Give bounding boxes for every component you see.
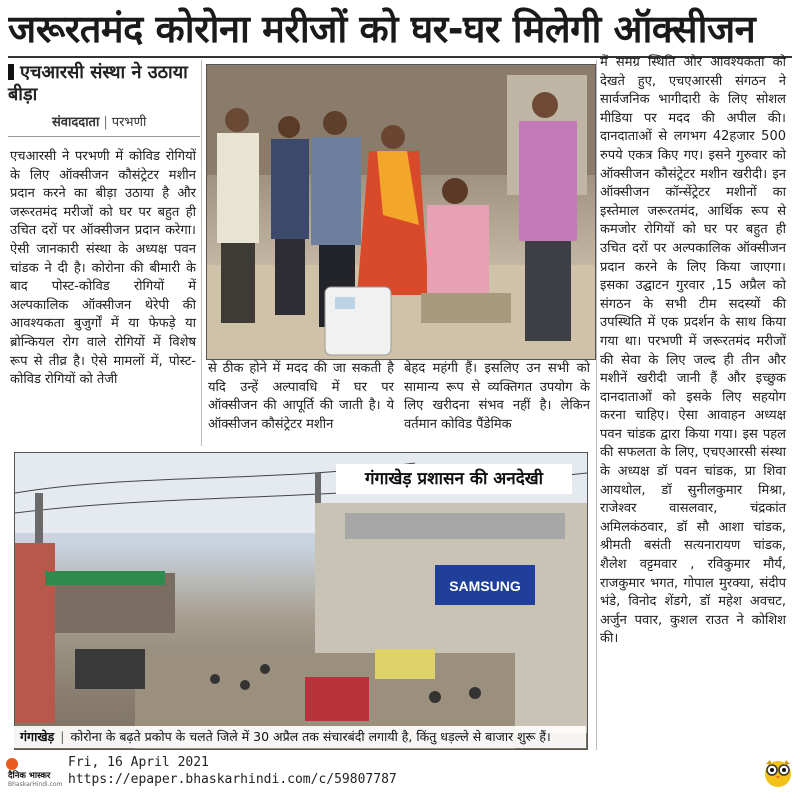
person-2 [271,116,309,315]
byline-divider [8,136,200,137]
headline: जरूरतमंद कोरोना मरीजों को घर-घर मिलेगी ऑक्सीजन [8,7,756,51]
logo-dot-icon [6,758,18,770]
article-column-2b: बेहद महंगी हैं। इसलिए उन सभी को सामान्य रूप से व्यक्तिगत उपयोग के लिए खरीदना संभव नहीं है। लेकिन वर्तमान कोविड पैंडेमिक [404,361,590,432]
market-photo-overlay-title: गंगाखेड़ प्रशासन की अनदेखी [336,464,572,494]
person-5-seated [421,178,511,323]
market-photo [14,452,588,750]
kicker-bar [8,64,14,80]
edition-date: Fri, 16 April 2021 [68,755,209,770]
article-column-2a: से ठीक होने में मदद की जा सकती है यदि उन्हें अल्पावधि में घर पर ऑक्सीजन की आपूर्ति की जाती है। ये ऑक्सीजन कौसंट्रेटर मशीन [208,361,394,432]
person-6 [519,92,577,341]
person-1 [217,108,259,323]
caption-text: कोरोना के बढ़ते प्रकोप के चलते जिले में 30 अप्रैल तक संचारबंदी लगायी है, किंतु धड़ल्ले से बाजार शुरू हैं। [70,729,551,744]
caption-separator: | [60,729,65,744]
byline-place: परभणी [111,115,147,130]
article-column-1: एचआरसी ने परभणी में कोविड रोगियों के लिए ऑक्सीजन कौसंट्रेटर मशीन प्रदान करने का बीड़ा उठाया है और जरूरतमंद मरीजों को घर पर बहुत ही उचित दरों पर ऑक्सीजन प्रदान करेगा। ऐसी जानकारी संस्था के अध्यक्ष पवन चांडक ने दी है। कोरोना की बीमारी के बाद पोस्ट-कोविड रोगियों में अल्पकालिक ऑक्सीजन थेरेपी की आवश्यकता बुजुर्गों में या फेफड़े या ब्रोन्कियल रोग वाले रोगियों में विशेष रूप से तीव्र है। ऐसे मामलों में, पोस्ट-कोविड रोगियों को तेजी [10,149,196,388]
caption-place: गंगाखेड़ [20,729,55,744]
market-photo-caption [14,726,586,748]
epaper-link[interactable]: https://epaper.bhaskarhindi.com/c/59807787 [68,772,397,787]
owl-icon[interactable] [762,756,794,788]
oxygen-concentrator [325,287,391,355]
byline-reporter: संवाददाता [52,115,100,130]
column-rule-2 [596,60,597,750]
market-photo-illustration [15,453,587,749]
team-photo [206,64,596,360]
byline-separator: | [103,115,108,130]
kicker [8,62,198,106]
samsung-sign-text: SAMSUNG [449,578,521,594]
byline [52,112,202,130]
logo-name: दैनिक भास्कर [8,771,51,781]
dainik-bhaskar-logo[interactable] [6,758,64,788]
team-photo-illustration [207,65,595,359]
article-column-3: में समग्र स्थिति और आवश्यकता को देखते हुए, एचएआरसी संगठन ने सार्वजनिक भागीदारी के लिए सोशल मीडिया पर मदद की अपील की। दानदाताओं से लगभग 42हजार 500 रुपये एकत्र किए गए। इसने गुरुवार को ऑक्सीजन कौसंट्रेटर मशीन खरीदी। इन ऑक्सीजन कॉन्सेंट्रेटर मशीनों का इस्तेमाल जरूरतमंद, आर्थिक रूप से कमजोर रोगियों को घर पर बहुत ही उचित दरों पर अल्पकालिक ऑक्सीजन प्रदान करने के लिए किया जाएगा। इसका उद्घाटन गुरवार ,15 अप्रैल को संगठन के सभी टीम सदस्यों की उपस्थिति में एक प्रदर्शन के साथ किया गया था। परभणी में जरूरतमंद मरीजों की सेवा के लिए जल्द ही तीन और मशीनें खरीदी जानी हैं और इच्छुक दानदाताओं को इसके लिए सहयोग करना चाहिए। ऐसा आवाहन अध्यक्ष पवन चांडक द्वारा किया गया। इस पहल की सफलता के लिए, एचएआरसी संस्था के अध्यक्ष डॉ पवन चांडक, प्रा शिवा आयथोल, डॉ सुनीलकुमार मिश्रा, राजेश्वर वासलवार, चंद्रकांत अमिलकंठवार, डॉ सौ आशा चांडक, श्रीमती बसंती सत्यनारायण चांडक, शैलेश वट्टमवार , रविकुमार मौर्य, राजकुमार भगत, गोपाल मुरक्या, संदीप भंडे, विनोद शेंडगे, डॉ महेश अवचट, अर्जुन पवार, कुशल राउत ने कोशिश की। [600,55,786,647]
kicker-text: एचआरसी संस्था ने उठाया बीड़ा [8,62,188,105]
column-rule-1 [201,60,202,446]
logo-subtitle: BhaskarHindi.com [8,781,63,788]
